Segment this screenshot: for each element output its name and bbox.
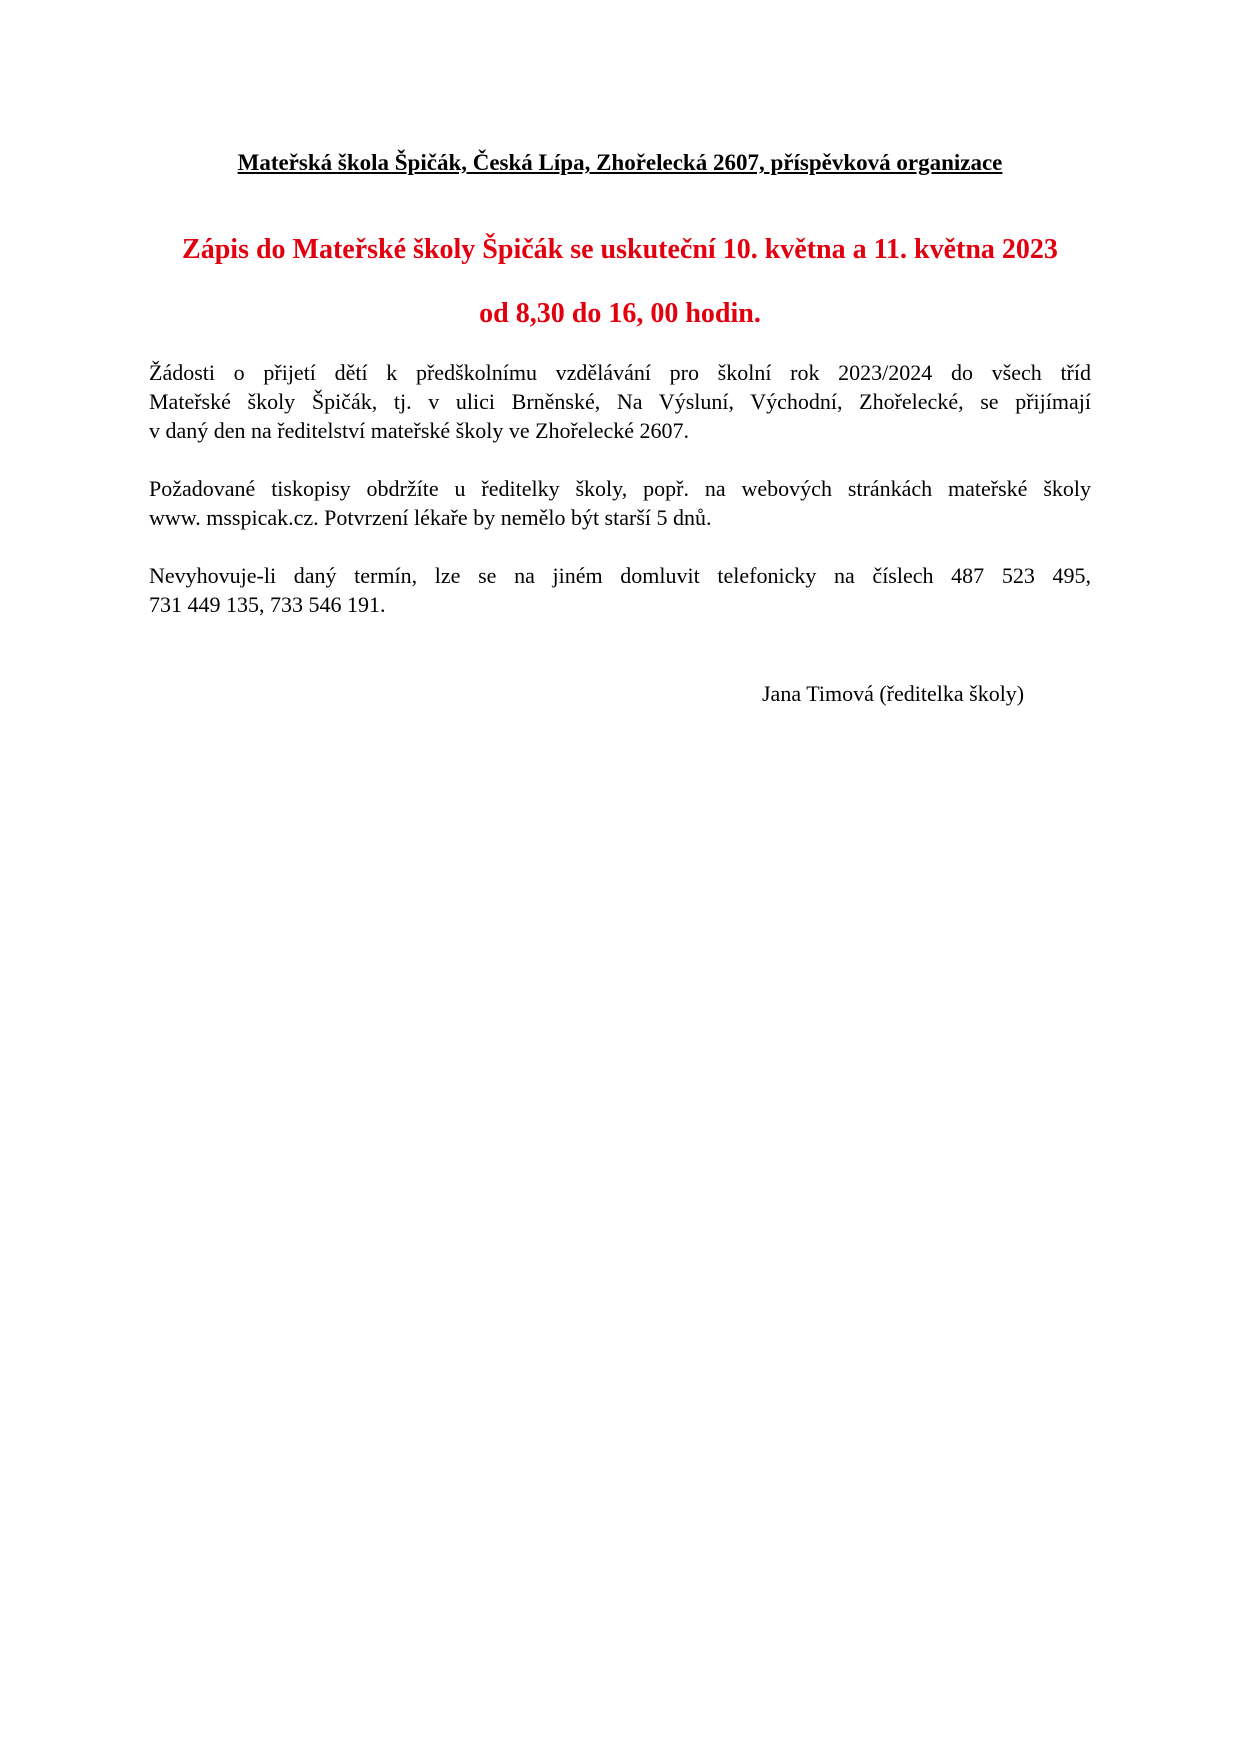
paragraph-line: Žádosti o přijetí dětí k předškolnímu vzdělávání pro školní rok 2023/2024 do všech tříd	[149, 360, 1091, 385]
paragraph-line: www. msspicak.cz. Potvrzení lékaře by nemělo být starší 5 dnů.	[149, 505, 712, 530]
paragraph-line: 731 449 135, 733 546 191.	[149, 592, 386, 617]
paragraph-applications	[149, 358, 1091, 445]
school-name-heading: Mateřská škola Špičák, Česká Lípa, Zhořelecká 2607, příspěvková organizace	[237, 150, 1003, 175]
paragraph-contact	[149, 561, 1091, 619]
enrollment-dates-announcement: Zápis do Mateřské školy Špičák se uskuteční 10. května a 11. května 2023	[182, 234, 1058, 265]
paragraph-forms	[149, 474, 1091, 532]
paragraph-line: Požadované tiskopisy obdržíte u ředitelky školy, popř. na webových stránkách mateřské školy	[149, 476, 1091, 501]
signature: Jana Timová (ředitelka školy)	[762, 681, 1025, 706]
paragraph-line: v daný den na ředitelství mateřské školy ve Zhořelecké 2607.	[149, 418, 690, 443]
paragraph-line: Mateřské školy Špičák, tj. v ulici Brněnské, Na Výsluní, Východní, Zhořelecké, se přijímají	[149, 389, 1091, 414]
paragraph-line: Nevyhovuje-li daný termín, lze se na jiném domluvit telefonicky na číslech 487 523 495,	[149, 563, 1091, 588]
enrollment-hours-announcement: od 8,30 do 16, 00 hodin.	[479, 298, 761, 329]
